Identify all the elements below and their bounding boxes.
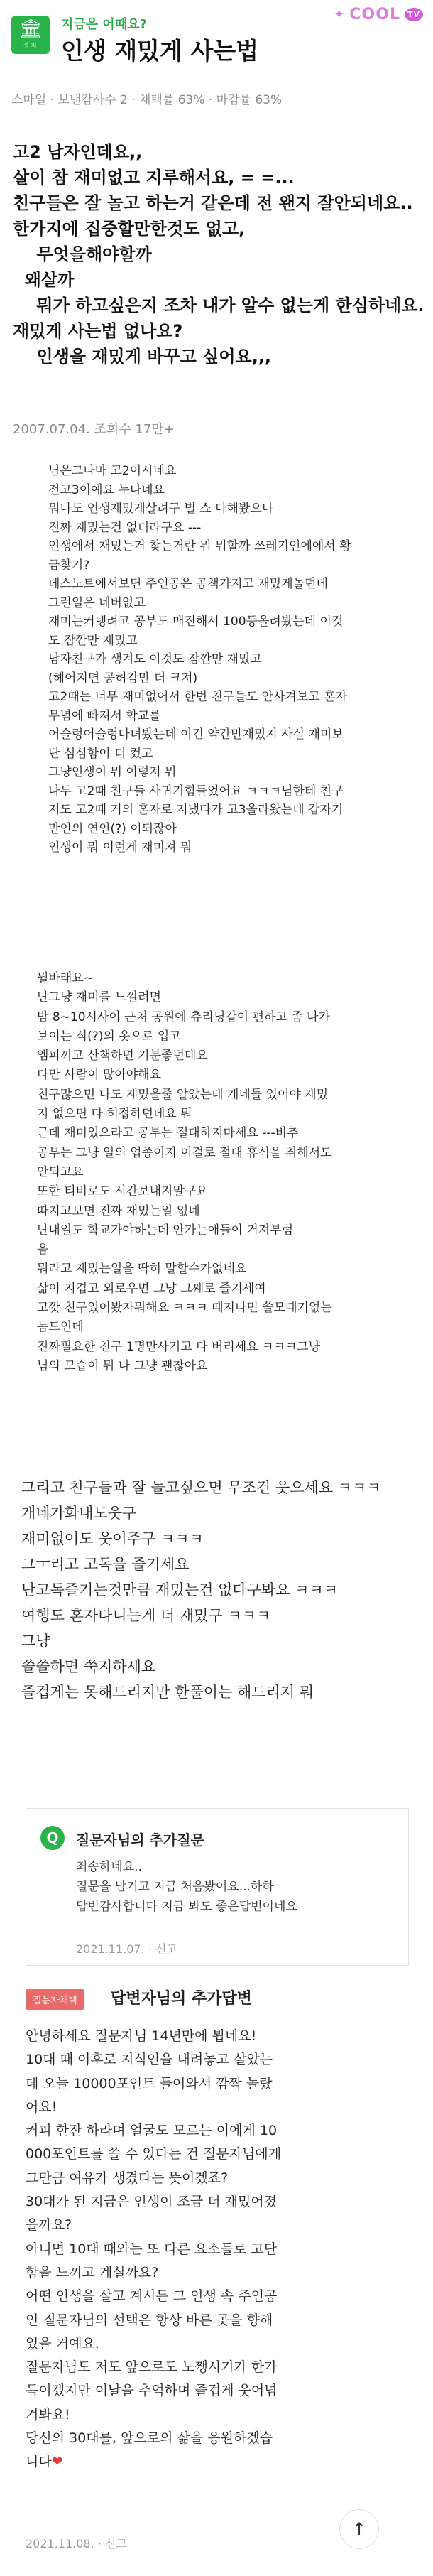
category-label[interactable]: 지금은 어때요? [61, 17, 148, 32]
question-info: 2007.07.04. 조회수 17만+ [13, 422, 175, 437]
asker-meta: 스마일 · 보낸감사수 2 · 채택률 63% · 마감률 63% [11, 93, 283, 107]
scroll-top-button[interactable] [339, 2509, 379, 2549]
question-body: 고2 남자인데요,, 살이 참 재미없고 지루해서요, = =... 친구들은 잘 놀고 하는거 같은데 전 왠지 잘안되네요.. 한가지에 집중할만한것도 없고, 무엇을해야할까 왜살까 뭐가 하고싶은지 조차 내가 알수 없는게 한심하네요. 재밌게 사는법 없나요? 인생을 재밌게 바꾸고 싶어요,,, [13, 142, 424, 367]
answer-text-part-3: 그리고 친구들과 잘 놀고싶으면 무조건 웃으세요 ㅋㅋㅋ 개네가화내도웃구 재미없어도 웃어주구 ㅋㅋㅋ 그ㅜ리고 고독을 즐기세요 난고독즐기는것만큼 재밌는건 없다구봐요 ㅋㅋㅋ 여행도 혼자다니는게 더 재밌구 ㅋㅋㅋ 그냥 쓸쓸하면 쭉지하세요 즐겁게는 못해드리지만 한풀이는 해드리져 뭐 [21, 1479, 381, 1701]
answer-text-part-2: 뭘바래요~ 난그냥 재미를 느낄려면 밤 8~10시사이 근처 공원에 츄리닝같이 편하고 좀 나가 보이는 식(?)의 옷으로 입고 엠피끼고 산책하면 기분좋던데요 다만 사람이 많아야해요 친구많으면 나도 재밌을줄 알았는데 개네들 있어야 재밌 지 없으면 다 허접하던데요 뭐 근데 재미있으라고 공부는 절대하지마세요 ---비추 공부는 그냥 일의 업종이지 이걸로 절대 휴식을 취해서도 안되고요 또한 티비로도 시간보내지말구요 따지고보면 진짜 재밌는일 없네 난내일도 학교가야하는데 안가는애들이 거져부럼 음 뭐라고 재밌는일을 딱히 말할수가없네요 삶이 지겹고 외로우면 그냥 그쎄로 즐기세여 고깟 친구있어봤자뭐해요 ㅋㅋㅋ 때지나면 쓸모때기없는 놈드인데 진짜필요한 친구 1명만사기고 다 버리세요 ㅋㅋㅋ그냥 님의 모습이 뭐 나 그냥 괜찮아요 [37, 971, 332, 1373]
watermark-tv-badge: TV [405, 8, 423, 21]
additional-question-date[interactable]: 2021.11.07. · 신고 [76, 1942, 177, 1956]
question-header [0, 0, 433, 85]
watermark-text: COOL [349, 6, 400, 23]
selected-badge: 질문자채택 [26, 1989, 84, 2010]
category-logo-text: 정치 [23, 43, 38, 50]
question-badge-icon: Q [40, 1826, 65, 1850]
additional-question-box [26, 1808, 409, 1966]
category-logo[interactable] [11, 16, 50, 54]
sparkle-icon: ✦ [334, 7, 346, 22]
question-title: 인생 재밌게 사는법 [61, 37, 259, 65]
additional-question-title: 질문자님의 추가질문 [76, 1831, 204, 1849]
additional-answer-title: 답변자님의 추가답변 [111, 1990, 252, 2008]
additional-answer-date[interactable]: 2021.11.08. · 신고 [26, 2537, 127, 2550]
additional-answer-body-wrap [26, 2025, 395, 2474]
watermark [334, 6, 423, 23]
pillar-icon: 🏛 [18, 18, 43, 40]
additional-question-body: 죄송하네요.. 질문을 남기고 지금 처음봤어요...하하 답변감사합니다 지금 봐도 좋은답변이네요 [76, 1860, 297, 1914]
arrow-up-icon: ↑ [351, 2519, 367, 2539]
additional-answer-body: 안녕하세요 질문자님 14년만에 뵙네요! 10대 때 이후로 지식인을 내려놓고 살았는 데 오늘 10000포인트 들어와서 깜짝 놀랐 어요! 커피 한잔 하라며 얼굴도 모르는 이에게 10 000포인트를 쓸 수 있다는 건 질문자님에게 그만큼 여유가 생겼다는 뜻이겠죠? 30대가 된 지금은 인생이 조금 더 재밌어졌 을까요? 아니면 10대 때와는 또 다른 요소들로 고단 함을 느끼고 계실까요? 어떤 인생을 살고 계시든 그 인생 속 주인공 인 질문자님의 선택은 항상 바른 곳을 향해 있을 거예요. 질문자님도 저도 앞으로도 노쨍시기가 한가 득이겠지만 이날을 추억하며 즐겁게 웃어넘 겨봐요! 당신의 30대를, 앞으로의 삶을 응원하겠습 니다 [26, 2028, 282, 2470]
heart-icon: ❤ [51, 2454, 63, 2470]
answer-text-part-1: 님은그나마 고2이시네요 전고3이예요 누나네요 뭐나도 인생재밌게살려구 별 쇼 다해봤으나 진짜 재밌는건 없더라구요 --- 인생에서 재밌는거 찾는거란 뭐 뭐할까 쓰레기인에에서 황 금찾기? 데스노트에서보면 주인공은 공책가지고 재밌게놀던데 그런일은 네버없고 재미는커뎅려고 공부도 매진해서 100등올려봤는데 이것 도 잠깐만 재밌고 남자친구가 생겨도 이것도 잠깐만 재밌고 (헤어지면 공허감만 더 크져) 고2때는 너무 재미없어서 한번 친구들도 안사겨보고 혼자 무념에 빠져서 학교를 어슬렁어슬렁다녀봤는데 이건 약간만재밌지 사실 재미보 단 심심함이 더 컸고 그냥인생이 뭐 이렇져 뭐 나두 고2때 친구들 사귀기힘들었어요 ㅋㅋㅋ님한테 친구 저도 고2때 거의 혼자로 지냈다가 고3올라왔는데 갑자기 만인의 연인(?) 이되잖아 인생이 뭐 이런게 재미져 뭐 [48, 464, 351, 855]
